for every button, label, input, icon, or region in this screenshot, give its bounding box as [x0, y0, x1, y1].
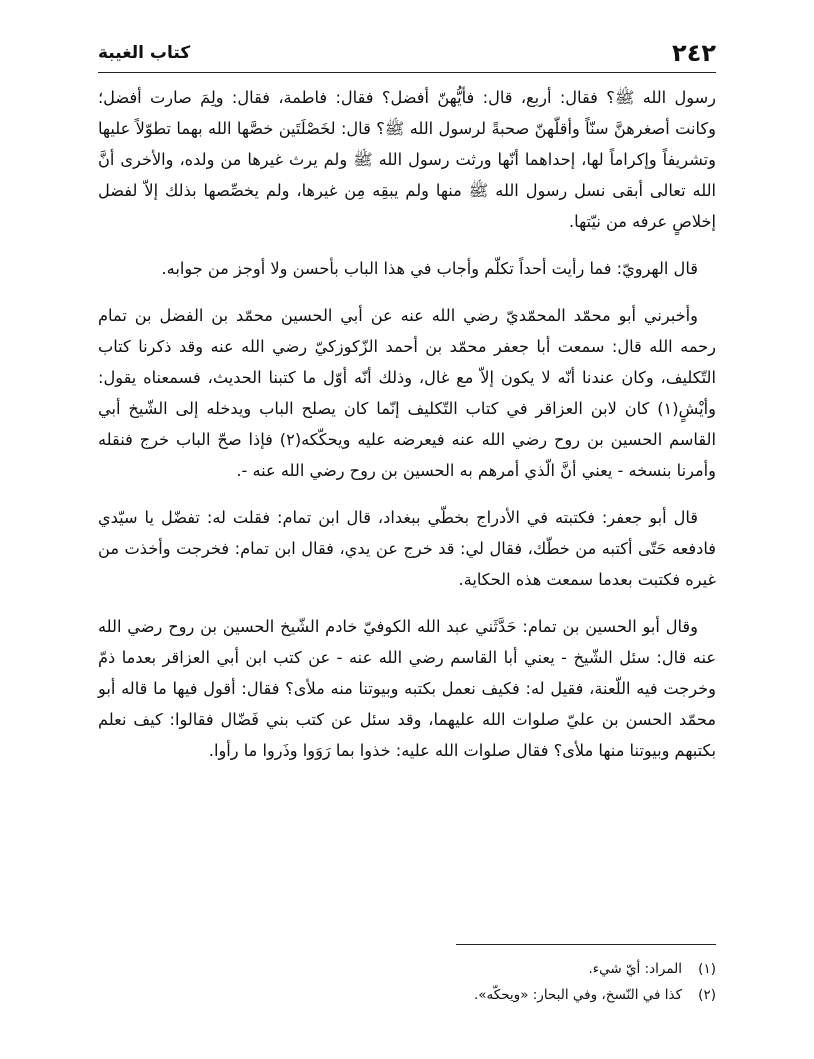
header-divider	[98, 72, 716, 73]
page-header	[98, 36, 716, 70]
footnote-divider	[456, 944, 716, 945]
footnote	[98, 982, 716, 1008]
page-number: ٢٤٢	[672, 39, 716, 67]
paragraph: وقال أبو الحسين بن تمام: حَدَّثَني عبد الله الكوفيّ خادم الشّيخ الحسين بن روح رضي الله عنه قال: سئل الشّيخ - يعني أبا القاسم رضي الله عنه - عن كتب ابن أبي العزاقر بعدما ذمّ وخرجت فيه اللّعنة، فقيل له: فكيف نعمل بكتبه وبيوتنا منه ملأى؟ فقال: أقول فيها ما قاله أبو محمّد الحسن بن عليّ صلوات الله عليهما، وقد سئل عن كتب بني فَضّال فقالوا: كيف نعلم بكتبهم وبيوتنا منها ملأى؟ فقال صلوات الله عليه: خذوا بما رَوَوا وذَروا ما رأوا.	[98, 617, 716, 760]
paragraph: قال الهرويّ: فما رأيت أحداً تكلّم وأجاب في هذا الباب بأحسن ولا أوجز من جوابه.	[161, 259, 698, 278]
paragraph: وأخبرني أبو محمّد المحمّديّ رضي الله عنه عن أبي الحسين محمّد بن الفضل بن تمام رحمه الله قال: سمعت أبا جعفر محمّد بن أحمد الزّكوزكيّ رضي الله عنه وقد ذكرنا كتاب التّكليف، وكان عندنا أنّه لا يكون إلاّ مع غال، وذلك أنّه أوّل ما كتبنا الحديث، فسمعناه يقول: وأيْشٍ(١) كان لابن العزاقر في كتاب التّكليف إنّما كان يصلح الباب ويدخله إلى الشّيخ أبي القاسم الحسين بن روح رضي الله عنه فيعرضه عليه ويحكّكه(٢) فإذا صحّ الباب خرج فنقله وأمرنا بنسخه - يعني أنَّ الّذي أمرهم به الحسين بن روح رضي الله عنه -.	[98, 306, 716, 480]
footnote	[98, 956, 716, 982]
footnote-text: المراد: أيّ شيء.	[588, 961, 682, 977]
footnote-number: (١)	[698, 961, 716, 977]
footnote-number: (٢)	[698, 987, 716, 1003]
paragraph: رسول الله ﷺ؟ فقال: أربع، قال: فأيُّهنّ أفضل؟ فقال: فاطمة، فقال: ولِمَ صارت أفضل؛ وكانت أصغرهنَّ سنّاً وأقلّهنّ صحبةً لرسول الله ﷺ؟ قال: لخَصْلَتَين خصَّها الله بهما تطوّلاً عليها وتشريفاً وإكراماً لها، إحداهما أنّها ورثت رسول الله ﷺ ولم يرث غيرها من ولده، والأخرى أنَّ الله تعالى أبقى نسل رسول الله ﷺ منها ولم يبقِه مِن غيرها، ولم يخصِّصها بذلك إلاّ لفضل إخلاصٍ عرفه من نيّتها.	[98, 88, 716, 231]
body-text	[98, 82, 716, 782]
footnote-text: كذا في النّسخ، وفي البحار: «ويحكّه».	[473, 987, 682, 1003]
paragraph: قال أبو جعفر: فكتبته في الأدراج بخطّي ببغداد، قال ابن تمام: فقلت له: تفضّل يا سيّدي فادفعه حَتّى أكتبه من خطّك، فقال لي: قد خرج عن يدي، فقال ابن تمام: فخرجت وأخذت من غيره فكتبت بعدما سمعت هذه الحكاية.	[98, 508, 716, 589]
footnotes	[98, 956, 716, 1008]
running-title: كتاب الغيبة	[98, 43, 191, 63]
